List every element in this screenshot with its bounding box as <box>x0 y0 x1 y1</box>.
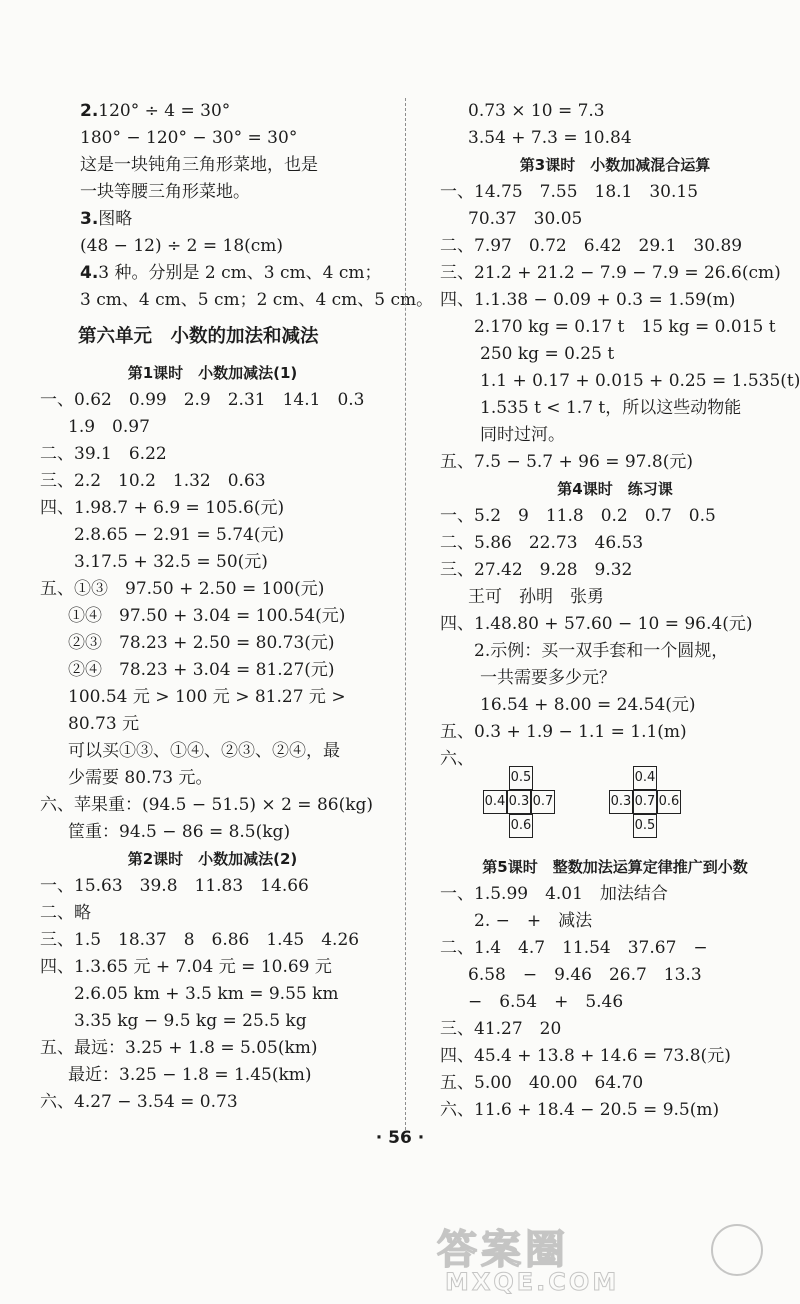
net1-right-cell: 0.7 <box>531 790 555 814</box>
answer-line <box>40 152 385 179</box>
answer-line <box>440 449 790 476</box>
answer-text: 最近：3.25 − 1.8 = 1.45(km) <box>68 1065 312 1085</box>
answer-text: 二、略 <box>40 903 91 923</box>
answer-text: 三、41.27 20 <box>440 1019 562 1039</box>
answer-line <box>440 503 790 530</box>
answer-text: 3.35 kg − 9.5 kg = 25.5 kg <box>74 1011 307 1031</box>
answer-line <box>440 1097 790 1124</box>
answer-line <box>40 1062 385 1089</box>
answer-line <box>440 206 790 233</box>
answer-line <box>440 179 790 206</box>
answer-line <box>440 314 790 341</box>
answer-text: 三、1.5 18.37 8 6.86 1.45 4.26 <box>40 930 360 950</box>
answer-line <box>40 630 385 657</box>
answer-line <box>40 900 385 927</box>
net2-bottom-cell: 0.5 <box>633 814 657 838</box>
lesson-heading: 第3课时 小数加减混合运算 <box>519 156 711 174</box>
answer-text: 六、 <box>440 749 474 769</box>
net2-top-cell: 0.4 <box>633 766 657 790</box>
answer-text: 三、2.2 10.2 1.32 0.63 <box>40 471 266 491</box>
watermark-logo <box>425 1218 785 1298</box>
answer-text: 一、15.63 39.8 11.83 14.66 <box>40 876 309 896</box>
answer-text: − 6.54 + 5.46 <box>468 992 624 1012</box>
answer-line <box>40 819 385 846</box>
answer-line <box>440 746 790 773</box>
answer-line <box>40 711 385 738</box>
answer-line <box>40 125 385 152</box>
answer-text: 2.6.05 km + 3.5 km = 9.55 km <box>74 984 339 1004</box>
answer-text: 五、最远：3.25 + 1.8 = 5.05(km) <box>40 1038 318 1058</box>
question-number: 4. <box>80 263 99 283</box>
answer-text: 四、1.98.7 + 6.9 = 105.6(元) <box>40 498 285 518</box>
answer-line <box>440 98 790 125</box>
answer-text: ①④ 97.50 + 3.04 = 100.54(元) <box>68 606 346 626</box>
answer-text: 1.9 0.97 <box>68 417 150 437</box>
answer-text: ②④ 78.23 + 3.04 = 81.27(元) <box>68 660 335 680</box>
answer-text: 一、14.75 7.55 18.1 30.15 <box>440 182 699 202</box>
answer-text: 3 cm、4 cm、5 cm；2 cm、4 cm、5 cm。 <box>80 290 434 310</box>
answer-line <box>40 576 385 603</box>
answer-text: 六、苹果重：(94.5 − 51.5) × 2 = 86(kg) <box>40 795 374 815</box>
watermark-domain: MXQE.COM <box>445 1268 620 1296</box>
answer-line <box>440 1016 790 1043</box>
answer-line <box>40 1008 385 1035</box>
answer-text: 可以买①③、①④、②③、②④，最 <box>68 741 340 761</box>
answer-line <box>40 1089 385 1116</box>
answer-text: 一、0.62 0.99 2.9 2.31 14.1 0.3 <box>40 390 365 410</box>
answer-text: 一、1.5.99 4.01 加法结合 <box>440 884 668 904</box>
answer-line <box>40 468 385 495</box>
answer-line <box>440 638 790 665</box>
net2-left-cell: 0.3 <box>609 790 633 814</box>
answer-line <box>40 738 385 765</box>
unit-title: 第六单元 小数的加法和减法 <box>78 326 319 347</box>
answer-text: 这是一块钝角三角形菜地，也是 <box>80 155 318 175</box>
answer-text: 16.54 + 8.00 = 24.54(元) <box>480 695 696 715</box>
page-number: · 56 · <box>375 1128 425 1148</box>
answer-text: 80.73 元 <box>68 714 140 734</box>
answer-text: 3.17.5 + 32.5 = 50(元) <box>74 552 268 572</box>
answer-text: 四、1.3.65 元 + 7.04 元 = 10.69 元 <box>40 957 332 977</box>
answer-text: 100.54 元 > 100 元 > 81.27 元 > <box>68 687 346 707</box>
lesson-heading: 第4课时 练习课 <box>557 480 673 498</box>
answer-line <box>440 692 790 719</box>
answer-line <box>40 603 385 630</box>
answer-line <box>440 584 790 611</box>
answer-line <box>40 387 385 414</box>
net1-bottom-cell: 0.6 <box>509 814 533 838</box>
answer-text: 少需要 80.73 元。 <box>68 768 213 788</box>
answer-line <box>40 954 385 981</box>
answer-line <box>40 549 385 576</box>
answer-text: 2.170 kg = 0.17 t 15 kg = 0.015 t <box>474 317 776 337</box>
answer-line <box>440 989 790 1016</box>
answer-text: 1.1 + 0.17 + 0.015 + 0.25 = 1.535(t) <box>480 371 800 391</box>
answer-line <box>40 1035 385 1062</box>
watermark-text: 答案圈 <box>437 1227 569 1273</box>
answer-text: 120° ÷ 4 = 30° <box>98 101 231 121</box>
answer-line <box>440 611 790 638</box>
left-column <box>40 98 434 1116</box>
answer-line <box>440 1070 790 1097</box>
answer-line <box>40 657 385 684</box>
answer-text: 1.535 t < 1.7 t，所以这些动物能 <box>480 398 742 418</box>
answer-text: 王可 孙明 张勇 <box>468 587 604 607</box>
answer-line <box>440 287 790 314</box>
right-column <box>440 98 800 1124</box>
answer-line <box>40 927 385 954</box>
answer-line <box>440 530 790 557</box>
answer-text: 一块等腰三角形菜地。 <box>80 182 250 202</box>
answer-text: 六、4.27 − 3.54 = 0.73 <box>40 1092 238 1112</box>
answer-line <box>440 719 790 746</box>
answer-text: 四、1.48.80 + 57.60 − 10 = 96.4(元) <box>440 614 753 634</box>
answer-line <box>40 206 385 233</box>
question-number: 3. <box>80 209 99 229</box>
answer-line <box>40 233 385 260</box>
answer-line <box>40 179 385 206</box>
answer-line <box>40 98 385 125</box>
watermark-seal-icon <box>711 1224 763 1276</box>
answer-text: 3 种。分别是 2 cm、3 cm、4 cm； <box>98 263 382 283</box>
answer-text: 三、21.2 + 21.2 − 7.9 − 7.9 = 26.6(cm) <box>440 263 781 283</box>
net2-right-cell: 0.6 <box>657 790 681 814</box>
answer-text: 250 kg = 0.25 t <box>480 344 615 364</box>
answer-line <box>40 981 385 1008</box>
answer-text: 3.54 + 7.3 = 10.84 <box>468 128 632 148</box>
lesson-heading: 第1课时 小数加减法(1) <box>127 364 298 382</box>
answer-line <box>440 881 790 908</box>
lesson-heading: 第5课时 整数加法运算定律推广到小数 <box>482 858 748 876</box>
answer-text: 6.58 − 9.46 26.7 13.3 <box>468 965 702 985</box>
answer-text: 二、39.1 6.22 <box>40 444 167 464</box>
answer-line <box>40 765 385 792</box>
answer-text: 二、5.86 22.73 46.53 <box>440 533 644 553</box>
answer-text: 四、1.1.38 − 0.09 + 0.3 = 1.59(m) <box>440 290 736 310</box>
net1-left-cell: 0.4 <box>483 790 507 814</box>
answer-text: (48 − 12) ÷ 2 = 18(cm) <box>80 236 284 256</box>
answer-text: 五、5.00 40.00 64.70 <box>440 1073 644 1093</box>
answer-line <box>440 962 790 989</box>
answer-text: 四、45.4 + 13.8 + 14.6 = 73.8(元) <box>440 1046 731 1066</box>
answer-line <box>440 233 790 260</box>
answer-line <box>440 665 790 692</box>
answer-text: 2.8.65 − 2.91 = 5.74(元) <box>74 525 285 545</box>
answer-text: 同时过河。 <box>480 425 565 445</box>
answer-line <box>40 522 385 549</box>
question-number: 2. <box>80 101 99 121</box>
answer-text: 五、①③ 97.50 + 2.50 = 100(元) <box>40 579 325 599</box>
answer-text: 图略 <box>98 209 133 229</box>
answer-text: 2.示例：买一双手套和一个圆规， <box>474 641 729 661</box>
answer-line <box>40 873 385 900</box>
answer-text: 二、7.97 0.72 6.42 29.1 30.89 <box>440 236 743 256</box>
answer-text: ②③ 78.23 + 2.50 = 80.73(元) <box>68 633 335 653</box>
answer-line <box>40 441 385 468</box>
answer-line <box>440 341 790 368</box>
answer-line <box>440 395 790 422</box>
answer-text: 180° − 120° − 30° = 30° <box>80 128 298 148</box>
lesson-heading: 第2课时 小数加减法(2) <box>127 850 298 868</box>
answer-text: 70.37 30.05 <box>468 209 583 229</box>
answer-text: 六、11.6 + 18.4 − 20.5 = 9.5(m) <box>440 1100 720 1120</box>
answer-line <box>440 557 790 584</box>
answer-line <box>40 287 434 314</box>
answer-line <box>40 792 385 819</box>
answer-line <box>40 260 385 287</box>
answer-text: 五、7.5 − 5.7 + 96 = 97.8(元) <box>440 452 693 472</box>
answer-line <box>440 368 800 395</box>
answer-line <box>440 125 790 152</box>
answer-text: 0.73 × 10 = 7.3 <box>468 101 605 121</box>
answer-line <box>440 1043 790 1070</box>
net1-center-cell: 0.3 <box>507 790 531 814</box>
answer-text: 筐重：94.5 − 86 = 8.5(kg) <box>68 822 291 842</box>
answer-line <box>440 908 790 935</box>
answer-text: 一共需要多少元？ <box>480 668 616 688</box>
answer-line <box>40 684 385 711</box>
net2-center-cell: 0.7 <box>633 790 657 814</box>
answer-line <box>40 414 385 441</box>
column-divider <box>405 98 406 1130</box>
answer-line <box>440 422 790 449</box>
net1-top-cell: 0.5 <box>509 766 533 790</box>
answer-text: 五、0.3 + 1.9 − 1.1 = 1.1(m) <box>440 722 687 742</box>
answer-line <box>440 827 790 854</box>
answer-text: 2. − + 减法 <box>474 911 593 931</box>
answer-text: 三、27.42 9.28 9.32 <box>440 560 633 580</box>
answer-text: 二、1.4 4.7 11.54 37.67 − <box>440 938 708 958</box>
answer-line <box>440 935 790 962</box>
answer-text: 一、5.2 9 11.8 0.2 0.7 0.5 <box>440 506 716 526</box>
answer-line <box>440 260 790 287</box>
answer-line <box>40 495 385 522</box>
